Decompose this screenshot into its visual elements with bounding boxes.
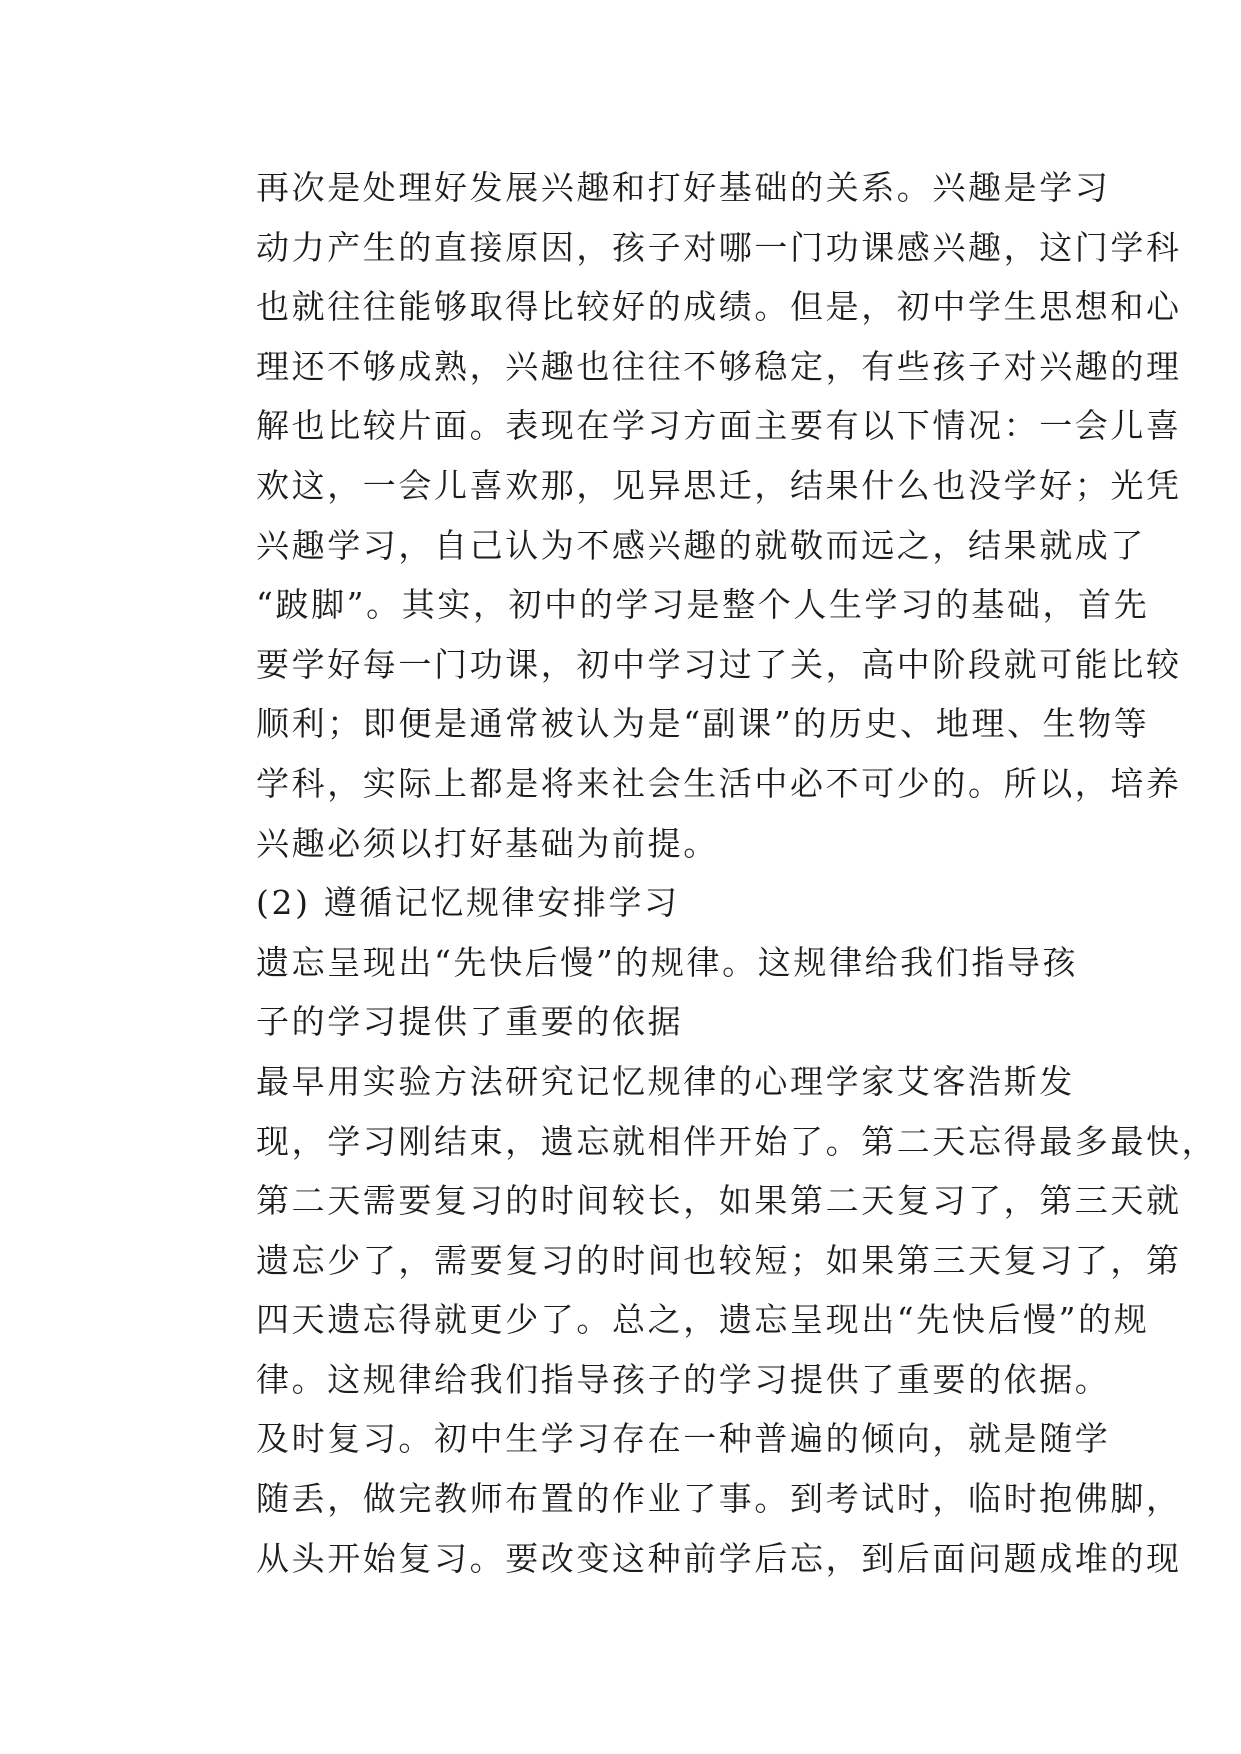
paragraph-interest-and-foundation bbox=[190, 158, 1182, 873]
text-line: 欢这，一会儿喜欢那，见异思迁，结果什么也没学好；光凭 bbox=[256, 465, 1182, 505]
text-line: 从头开始复习。要改变这种前学后忘，到后面问题成堆的现 bbox=[256, 1538, 1182, 1578]
text-line: 解也比较片面。表现在学习方面主要有以下情况：一会儿喜 bbox=[256, 406, 1182, 446]
text-line: 学科，实际上都是将来社会生活中必不可少的。所以，培养 bbox=[256, 763, 1182, 803]
paragraph-ebbinghaus-study bbox=[190, 1052, 1218, 1410]
text-line: 理还不够成熟，兴趣也往往不够稳定，有些孩子对兴趣的理 bbox=[256, 346, 1182, 386]
text-line: 律。这规律给我们指导孩子的学习提供了重要的依据。 bbox=[256, 1359, 1111, 1399]
body-text bbox=[190, 158, 1218, 1588]
paragraph-timely-review bbox=[190, 1409, 1182, 1588]
paragraph-forgetting-pattern bbox=[190, 933, 1079, 1052]
text-line: 再次是处理好发展兴趣和打好基础的关系。兴趣是学习 bbox=[256, 168, 1111, 207]
text-line: 最早用实验方法研究记忆规律的心理学家艾客浩斯发 bbox=[256, 1061, 1075, 1101]
text-line: 要学好每一门功课，初中学习过了关，高中阶段就可能比较 bbox=[256, 644, 1182, 684]
text-line: 随丢，做完教师布置的作业了事。到考试时，临时抱佛脚， bbox=[256, 1479, 1182, 1519]
text-line: 兴趣学习，自己认为不感兴趣的就敬而远之，结果就成了 bbox=[256, 525, 1146, 565]
text-line: 顺利；即便是通常被认为是“副课”的历史、地理、生物等 bbox=[256, 704, 1150, 744]
text-line: 动力产生的直接原因，孩子对哪一门功课感兴趣，这门学科 bbox=[256, 227, 1182, 267]
section-heading-memory-rules bbox=[190, 873, 1050, 933]
text-line: 也就往往能够取得比较好的成绩。但是，初中学生思想和心 bbox=[256, 287, 1182, 327]
text-line: 四天遗忘得就更少了。总之，遗忘呈现出“先快后慢”的规 bbox=[256, 1300, 1150, 1340]
section-heading-text: (2) 遵循记忆规律安排学习 bbox=[256, 883, 680, 923]
text-line: 遗忘呈现出“先快后慢”的规律。这规律给我们指导孩 bbox=[256, 942, 1079, 982]
text-line: “跛脚”。其实，初中的学习是整个人生学习的基础，首先 bbox=[256, 585, 1150, 625]
text-line: 第二天需要复习的时间较长，如果第二天复习了，第三天就 bbox=[256, 1181, 1182, 1221]
text-line: 子的学习提供了重要的依据 bbox=[256, 1002, 684, 1042]
text-line: 遗忘少了，需要复习的时间也较短；如果第三天复习了，第 bbox=[256, 1240, 1182, 1280]
text-line: 及时复习。初中生学习存在一种普遍的倾向，就是随学 bbox=[256, 1419, 1111, 1459]
text-line: 现，学习刚结束，遗忘就相伴开始了。第二天忘得最多最快， bbox=[256, 1121, 1218, 1161]
text-line: 兴趣必须以打好基础为前提。 bbox=[256, 823, 719, 863]
